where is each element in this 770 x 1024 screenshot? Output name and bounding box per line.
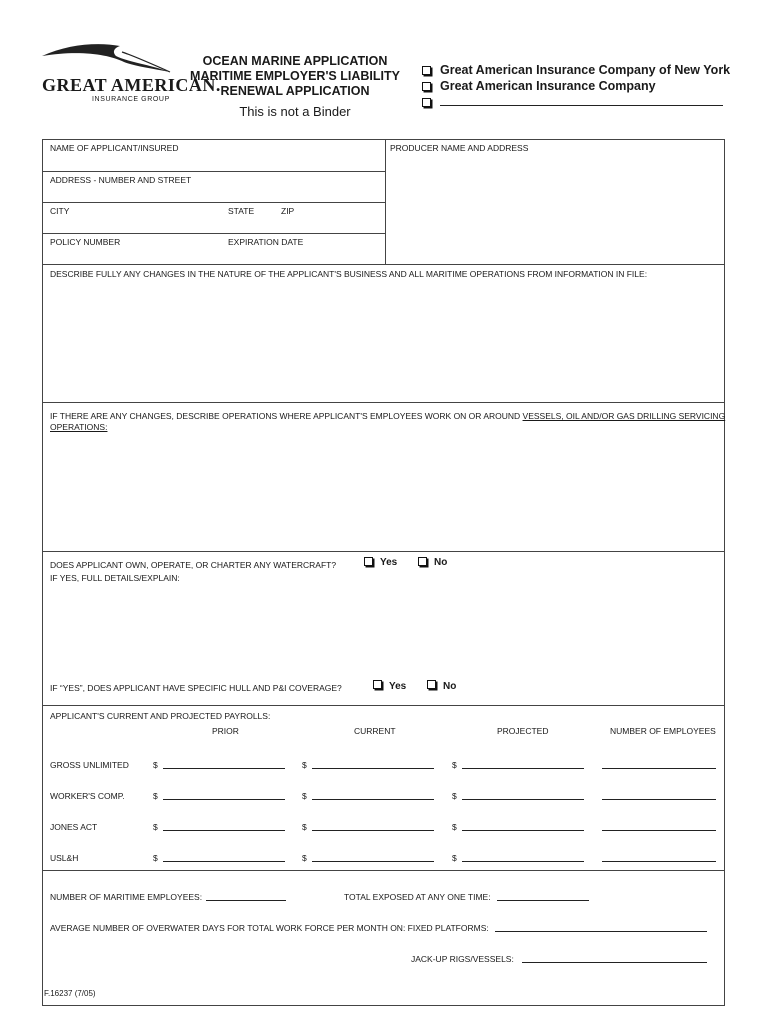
uslh-employees-field[interactable]: [602, 861, 716, 862]
applicant-name-field[interactable]: [44, 154, 382, 169]
currency-sign: $: [452, 791, 457, 801]
watercraft-no-label: No: [434, 557, 448, 568]
not-a-binder-notice: This is not a Binder: [239, 104, 351, 119]
jones-act-prior-field[interactable]: [163, 830, 285, 831]
operations-changes-field[interactable]: [44, 434, 722, 549]
operations-changes-label: IF THERE ARE ANY CHANGES, DESCRIBE OPERATIONS WHERE APPLICANT'S EMPLOYEES WORK ON OR AROUND VESSELS, OIL AND/OR GAS DRILLING SERVICING: [50, 411, 726, 421]
jackup-label: JACK-UP RIGS/VESSELS:: [411, 954, 514, 964]
applicant-name-label: NAME OF APPLICANT/INSURED: [50, 143, 179, 153]
currency-sign: $: [153, 822, 158, 832]
uslh-current-field[interactable]: [312, 861, 434, 862]
jones-act-projected-field[interactable]: [462, 830, 584, 831]
city-state-zip-field[interactable]: [44, 217, 382, 231]
currency-sign: $: [153, 760, 158, 770]
payroll-row-label: WORKER'S COMP.: [50, 791, 125, 801]
col-prior: PRIOR: [212, 726, 239, 736]
currency-sign: $: [153, 791, 158, 801]
producer-label: PRODUCER NAME AND ADDRESS: [390, 143, 529, 153]
currency-sign: $: [452, 853, 457, 863]
col-current: CURRENT: [354, 726, 396, 736]
hull-no-label: No: [443, 681, 457, 692]
policy-field[interactable]: [44, 248, 382, 262]
company-other-field[interactable]: [440, 105, 723, 106]
jackup-field[interactable]: [522, 962, 707, 963]
col-projected: PROJECTED: [497, 726, 549, 736]
gross-employees-field[interactable]: [602, 768, 716, 769]
gross-current-field[interactable]: [312, 768, 434, 769]
payrolls-heading: APPLICANT'S CURRENT AND PROJECTED PAYROLLS:: [50, 711, 271, 721]
hull-yes-checkbox[interactable]: [373, 680, 382, 689]
business-changes-field[interactable]: [44, 282, 722, 400]
hull-coverage-question: IF “YES”, DOES APPLICANT HAVE SPECIFIC HULL AND P&I COVERAGE?: [50, 683, 342, 693]
watercraft-no-checkbox[interactable]: [418, 557, 427, 566]
workers-comp-prior-field[interactable]: [163, 799, 285, 800]
col-number-of-employees: NUMBER OF EMPLOYEES: [610, 726, 716, 736]
hull-yes-label: Yes: [389, 681, 407, 692]
company-gai-checkbox[interactable]: [422, 82, 431, 91]
watercraft-question: DOES APPLICANT OWN, OPERATE, OR CHARTER ANY WATERCRAFT?: [50, 560, 337, 570]
address-label: ADDRESS - NUMBER AND STREET: [50, 175, 192, 185]
currency-sign: $: [153, 853, 158, 863]
policy-number-label: POLICY NUMBER: [50, 237, 121, 247]
form-number: F.16237 (7/05): [44, 989, 96, 998]
currency-sign: $: [302, 822, 307, 832]
currency-sign: $: [302, 760, 307, 770]
form-title-line1: OCEAN MARINE APPLICATION: [202, 54, 388, 68]
currency-sign: $: [452, 760, 457, 770]
currency-sign: $: [302, 853, 307, 863]
payroll-row-label: GROSS UNLIMITED: [50, 760, 129, 770]
total-exposed-label: TOTAL EXPOSED AT ANY ONE TIME:: [344, 892, 491, 902]
workers-comp-employees-field[interactable]: [602, 799, 716, 800]
payroll-row-label: JONES ACT: [50, 822, 98, 832]
gross-projected-field[interactable]: [462, 768, 584, 769]
form-title-line3: RENEWAL APPLICATION: [220, 84, 370, 98]
state-label: STATE: [228, 206, 255, 216]
fixed-platforms-field[interactable]: [495, 931, 707, 932]
total-exposed-field[interactable]: [497, 900, 589, 901]
uslh-prior-field[interactable]: [163, 861, 285, 862]
watercraft-yes-checkbox[interactable]: [364, 557, 373, 566]
company-gai-label: Great American Insurance Company: [440, 79, 656, 93]
business-changes-label: DESCRIBE FULLY ANY CHANGES IN THE NATURE OF THE APPLICANT'S BUSINESS AND ALL MARITIME OPERATIONS FROM INFORMATION IN FILE:: [50, 269, 648, 279]
operations-changes-label-cont: OPERATIONS:: [50, 422, 108, 432]
overwater-days-label: AVERAGE NUMBER OF OVERWATER DAYS FOR TOTAL WORK FORCE PER MONTH ON: FIXED PLATFORMS:: [50, 923, 489, 933]
currency-sign: $: [452, 822, 457, 832]
form-title-line2: MARITIME EMPLOYER'S LIABILITY: [190, 69, 400, 83]
company-ny-checkbox[interactable]: [422, 66, 431, 75]
jones-act-employees-field[interactable]: [602, 830, 716, 831]
gross-prior-field[interactable]: [163, 768, 285, 769]
workers-comp-current-field[interactable]: [312, 799, 434, 800]
uslh-projected-field[interactable]: [462, 861, 584, 862]
company-ny-label: Great American Insurance Company of New York: [440, 63, 731, 77]
logo-wordmark: GREAT AMERICAN.: [42, 75, 221, 95]
watercraft-details-field[interactable]: [44, 585, 722, 675]
logo-subtitle: INSURANCE GROUP: [92, 96, 170, 103]
company-other-checkbox[interactable]: [422, 98, 431, 107]
expiration-date-label: EXPIRATION DATE: [228, 237, 304, 247]
watercraft-yes-label: Yes: [380, 557, 398, 568]
hull-no-checkbox[interactable]: [427, 680, 436, 689]
currency-sign: $: [302, 791, 307, 801]
payroll-row-label: USL&H: [50, 853, 79, 863]
workers-comp-projected-field[interactable]: [462, 799, 584, 800]
jones-act-current-field[interactable]: [312, 830, 434, 831]
address-field[interactable]: [44, 186, 382, 200]
maritime-employees-field[interactable]: [206, 900, 286, 901]
city-label: CITY: [50, 206, 70, 216]
zip-label: ZIP: [281, 206, 295, 216]
maritime-employees-label: NUMBER OF MARITIME EMPLOYEES:: [50, 892, 203, 902]
producer-field[interactable]: [388, 154, 722, 262]
watercraft-details-label: IF YES, FULL DETAILS/EXPLAIN:: [50, 573, 180, 583]
